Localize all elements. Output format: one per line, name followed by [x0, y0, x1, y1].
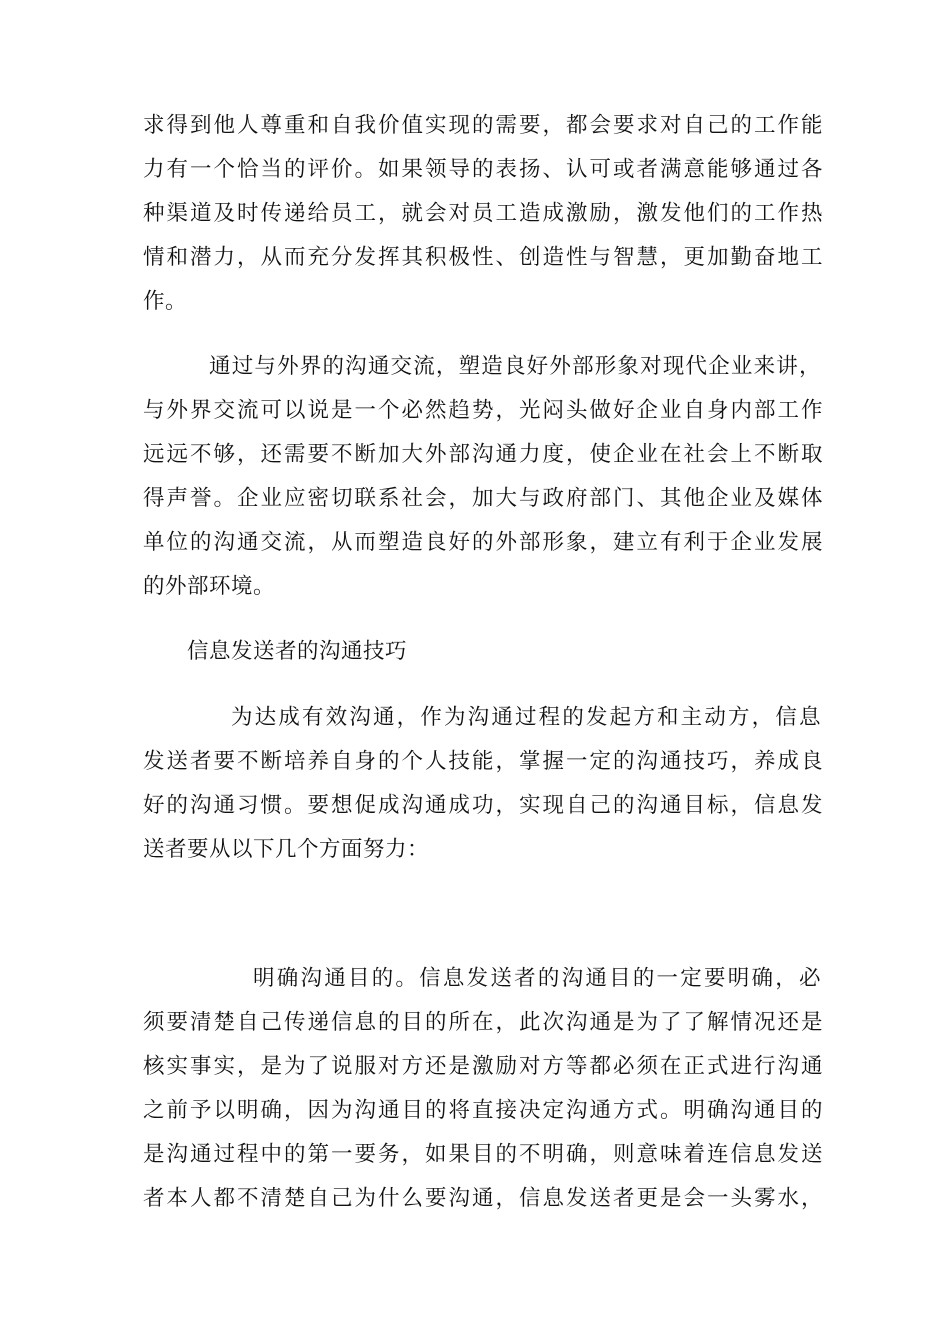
paragraph-line: 单位的沟通交流，从而塑造良好的外部形象，建立有利于企业发展 [143, 530, 823, 555]
paragraph-line: 者本人都不清楚自己为什么要沟通，信息发送者更是会一头雾水， [143, 1186, 823, 1211]
paragraph-line: 作。 [143, 289, 188, 314]
paragraph-line: 与外界交流可以说是一个必然趋势，光闷头做好企业自身内部工作 [143, 398, 823, 423]
paragraph-line: 情和潜力，从而充分发挥其积极性、创造性与智慧，更加勤奋地工 [143, 245, 823, 270]
paragraph-line: 的外部环境。 [143, 574, 276, 599]
paragraph-line: 发送者要不断培养自身的个人技能，掌握一定的沟通技巧，养成良 [143, 749, 823, 774]
paragraph-line: 是沟通过程中的第一要务，如果目的不明确，则意味着连信息发送 [143, 1142, 823, 1167]
paragraph-line: 通过与外界的沟通交流，塑造良好外部形象对现代企业来讲， [209, 354, 821, 379]
paragraph-line: 力有一个恰当的评价。如果领导的表扬、认可或者满意能够通过各 [143, 157, 823, 182]
paragraph-line: 得声誉。企业应密切联系社会，加大与政府部门、其他企业及媒体 [143, 486, 823, 511]
paragraph-line: 核实事实，是为了说服对方还是激励对方等都必须在正式进行沟通 [143, 1054, 823, 1079]
paragraph-line: 为达成有效沟通，作为沟通过程的发起方和主动方，信息 [231, 705, 821, 730]
paragraph-line: 种渠道及时传递给员工，就会对员工造成激励，激发他们的工作热 [143, 201, 823, 226]
paragraph-line: 明确沟通目的。信息发送者的沟通目的一定要明确，必 [253, 966, 821, 991]
paragraph-line: 远远不够，还需要不断加大外部沟通力度，使企业在社会上不断取 [143, 442, 823, 467]
section-heading: 信息发送者的沟通技巧 [187, 639, 408, 664]
paragraph-line: 好的沟通习惯。要想促成沟通成功，实现自己的沟通目标，信息发 [143, 793, 823, 818]
paragraph-line: 送者要从以下几个方面努力： [143, 837, 430, 862]
paragraph-line: 求得到他人尊重和自我价值实现的需要，都会要求对自己的工作能 [143, 113, 823, 138]
paragraph-line: 之前予以明确，因为沟通目的将直接决定沟通方式。明确沟通目的 [143, 1098, 823, 1123]
paragraph-line: 须要清楚自己传递信息的目的所在，此次沟通是为了了解情况还是 [143, 1010, 823, 1035]
